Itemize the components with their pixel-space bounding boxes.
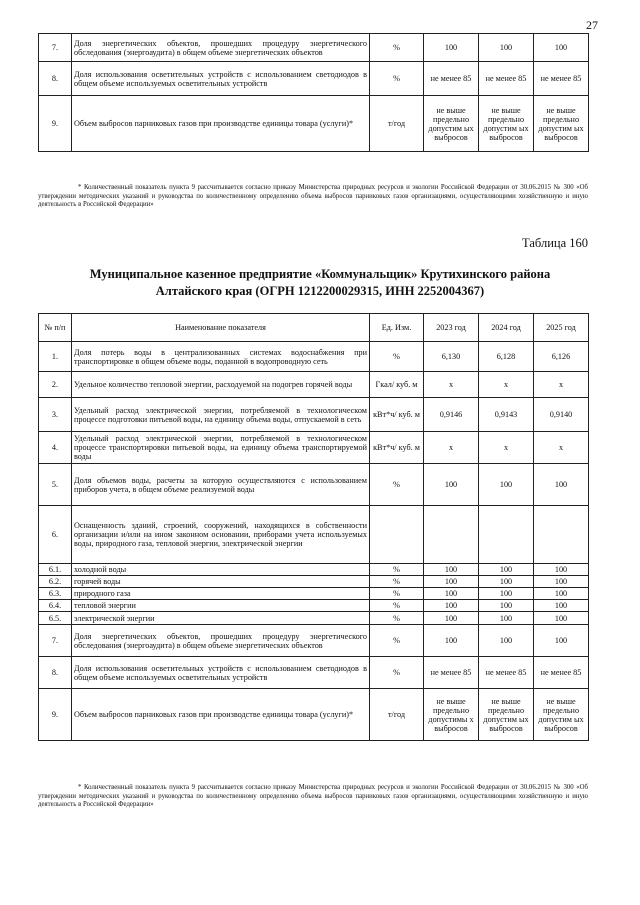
table-row	[39, 62, 589, 96]
unit-cell: кВт*ч/ куб. м	[370, 398, 424, 432]
value-2024: не выше предельно допустим ых выбросов	[479, 96, 534, 152]
header-name: Наименование показателя	[72, 314, 370, 342]
value-2023: 6,130	[424, 342, 479, 372]
row-number: 8.	[39, 62, 72, 96]
unit-cell: %	[370, 612, 424, 625]
indicator-name: тепловой энергии	[72, 600, 370, 612]
unit-cell: %	[370, 625, 424, 657]
indicator-name: Доля энергетических объектов, прошедших процедуру энергетического обследования (энергоаудита) в общем объеме энергетических объектов	[72, 34, 370, 62]
row-number: 6.2.	[39, 576, 72, 588]
table-row	[39, 342, 589, 372]
indicator-name: Удельное количество тепловой энергии, расходуемой на подогрев горячей воды	[72, 372, 370, 398]
value-2023	[424, 506, 479, 564]
value-2025: не выше предельно допустим ых выбросов	[534, 96, 589, 152]
section-heading	[60, 266, 580, 300]
value-2024: 0,9143	[479, 398, 534, 432]
value-2024: 6,128	[479, 342, 534, 372]
value-2023: 100	[424, 576, 479, 588]
value-2025: х	[534, 372, 589, 398]
header-2023: 2023 год	[424, 314, 479, 342]
unit-cell: %	[370, 62, 424, 96]
table-row	[39, 600, 589, 612]
value-2024: не менее 85	[479, 657, 534, 689]
header-unit: Ед. Изм.	[370, 314, 424, 342]
indicator-name: Доля использования осветительных устройств с использованием светодиодов в общем объеме используемых осветительных устройств	[72, 62, 370, 96]
unit-cell	[370, 506, 424, 564]
value-2024: 100	[479, 464, 534, 506]
value-2024: х	[479, 372, 534, 398]
value-2023: не выше предельно допустимы х выбросов	[424, 689, 479, 741]
value-2025: х	[534, 432, 589, 464]
value-2023: 100	[424, 612, 479, 625]
table-row	[39, 564, 589, 576]
header-2025: 2025 год	[534, 314, 589, 342]
value-2023: 100	[424, 34, 479, 62]
value-2025: 100	[534, 588, 589, 600]
unit-cell: %	[370, 342, 424, 372]
indicator-name: Доля объемов воды, расчеты за которую осуществляются с использованием приборов учета, в общем объеме реализуемой воды	[72, 464, 370, 506]
value-2025: 0,9140	[534, 398, 589, 432]
value-2025: 100	[534, 625, 589, 657]
value-2023: 100	[424, 464, 479, 506]
indicator-name: холодной воды	[72, 564, 370, 576]
table-row	[39, 576, 589, 588]
row-number: 6.	[39, 506, 72, 564]
value-2023: 100	[424, 600, 479, 612]
indicator-name: Удельный расход электрической энергии, потребляемой в технологическом процессе транспортировки питьевой воды, на единицу объема транспортируемой воды	[72, 432, 370, 464]
header-number: № п/п	[39, 314, 72, 342]
value-2025: не менее 85	[534, 657, 589, 689]
row-number: 9.	[39, 689, 72, 741]
value-2025: не выше предельно допустим ых выбросов	[534, 689, 589, 741]
unit-cell: %	[370, 600, 424, 612]
unit-cell: %	[370, 576, 424, 588]
value-2025: 100	[534, 576, 589, 588]
value-2024: не выше предельно допустим ых выбросов	[479, 689, 534, 741]
heading-line-1: Муниципальное казенное предприятие «Коммунальщик» Крутихинского района	[89, 267, 551, 281]
header-2024: 2024 год	[479, 314, 534, 342]
value-2023: 100	[424, 588, 479, 600]
indicator-name: электрической энергии	[72, 612, 370, 625]
row-number: 4.	[39, 432, 72, 464]
table-row	[39, 506, 589, 564]
indicator-name: Объем выбросов парниковых газов при производстве единицы товара (услуги)*	[72, 96, 370, 152]
value-2025: 100	[534, 464, 589, 506]
row-number: 8.	[39, 657, 72, 689]
table-row	[39, 689, 589, 741]
row-number: 7.	[39, 625, 72, 657]
value-2024: 100	[479, 612, 534, 625]
value-2024: 100	[479, 576, 534, 588]
value-2023: 100	[424, 625, 479, 657]
unit-cell: %	[370, 34, 424, 62]
table-main	[38, 313, 589, 741]
value-2023: х	[424, 372, 479, 398]
table-row	[39, 34, 589, 62]
indicator-name: Доля потерь воды в централизованных системах водоснабжения при транспортировке в общем объеме воды, поданной в водопроводную сеть	[72, 342, 370, 372]
table-header-row	[39, 314, 589, 342]
value-2023: не менее 85	[424, 62, 479, 96]
value-2024: 100	[479, 588, 534, 600]
row-number: 3.	[39, 398, 72, 432]
footnote-top: * Количественный показатель пункта 9 рассчитывается согласно приказу Министерства природных ресурсов и экологии Российской Федерации от 30.06.2015 № 300 «Об утверждении методических указаний и руководства по количественному определению объема выбросов парниковых газов организациями, осуществляющими хозяйственную и иную деятельность в Российской Федерации»	[38, 184, 588, 209]
table-row	[39, 432, 589, 464]
row-number: 6.4.	[39, 600, 72, 612]
unit-cell: т/год	[370, 96, 424, 152]
value-2025: 100	[534, 600, 589, 612]
indicator-name: Доля энергетических объектов, прошедших процедуру энергетического обследования (энергоаудита) в общем объеме энергетических объектов	[72, 625, 370, 657]
value-2025: 100	[534, 34, 589, 62]
indicator-name: Удельный расход электрической энергии, потребляемой в технологическом процессе подготовки питьевой воды, на единицу объема воды, отпускаемой в сеть	[72, 398, 370, 432]
row-number: 7.	[39, 34, 72, 62]
value-2023: не менее 85	[424, 657, 479, 689]
table-row	[39, 588, 589, 600]
value-2024: 100	[479, 34, 534, 62]
unit-cell: кВт*ч/ куб. м	[370, 432, 424, 464]
indicator-name: Оснащенность зданий, строений, сооружений, находящихся в собственности организации и/или на ином законном основании, приборами учета используемых воды, природного газа, тепловой энергии, электрической энергии	[72, 506, 370, 564]
unit-cell: т/год	[370, 689, 424, 741]
value-2024: 100	[479, 600, 534, 612]
table-row	[39, 96, 589, 152]
unit-cell: %	[370, 588, 424, 600]
value-2023: не выше предельно допустим ых выбросов	[424, 96, 479, 152]
indicator-name: Объем выбросов парниковых газов при производстве единицы товара (услуги)*	[72, 689, 370, 741]
page-number: 27	[586, 18, 598, 32]
unit-cell: %	[370, 464, 424, 506]
value-2025: не менее 85	[534, 62, 589, 96]
value-2023: 100	[424, 564, 479, 576]
value-2024	[479, 506, 534, 564]
value-2025: 100	[534, 564, 589, 576]
footnote-main: * Количественный показатель пункта 9 рассчитывается согласно приказу Министерства природных ресурсов и экологии Российской Федерации от 30.06.2015 № 300 «Об утверждении методических указаний и руководства по количественному определению объема выбросов парниковых газов организациями, осуществляющими хозяйственную и иную деятельность в Российской Федерации»	[38, 784, 588, 809]
table-row	[39, 612, 589, 625]
value-2024: х	[479, 432, 534, 464]
table-row	[39, 372, 589, 398]
value-2024: 100	[479, 564, 534, 576]
table-row	[39, 657, 589, 689]
table-row	[39, 464, 589, 506]
value-2023: 0,9146	[424, 398, 479, 432]
unit-cell: %	[370, 564, 424, 576]
indicator-name: горячей воды	[72, 576, 370, 588]
value-2023: х	[424, 432, 479, 464]
value-2025	[534, 506, 589, 564]
value-2025: 6,126	[534, 342, 589, 372]
table-label: Таблица 160	[522, 236, 588, 250]
row-number: 9.	[39, 96, 72, 152]
row-number: 6.3.	[39, 588, 72, 600]
unit-cell: Гкал/ куб. м	[370, 372, 424, 398]
row-number: 1.	[39, 342, 72, 372]
value-2024: не менее 85	[479, 62, 534, 96]
unit-cell: %	[370, 657, 424, 689]
table-top	[38, 33, 589, 152]
value-2024: 100	[479, 625, 534, 657]
value-2025: 100	[534, 612, 589, 625]
table-row	[39, 625, 589, 657]
heading-line-2: Алтайского края (ОГРН 1212200029315, ИНН 2252004367)	[155, 284, 485, 298]
row-number: 6.5.	[39, 612, 72, 625]
row-number: 5.	[39, 464, 72, 506]
indicator-name: природного газа	[72, 588, 370, 600]
row-number: 6.1.	[39, 564, 72, 576]
table-row	[39, 398, 589, 432]
row-number: 2.	[39, 372, 72, 398]
indicator-name: Доля использования осветительных устройств с использованием светодиодов в общем объеме используемых осветительных устройств	[72, 657, 370, 689]
